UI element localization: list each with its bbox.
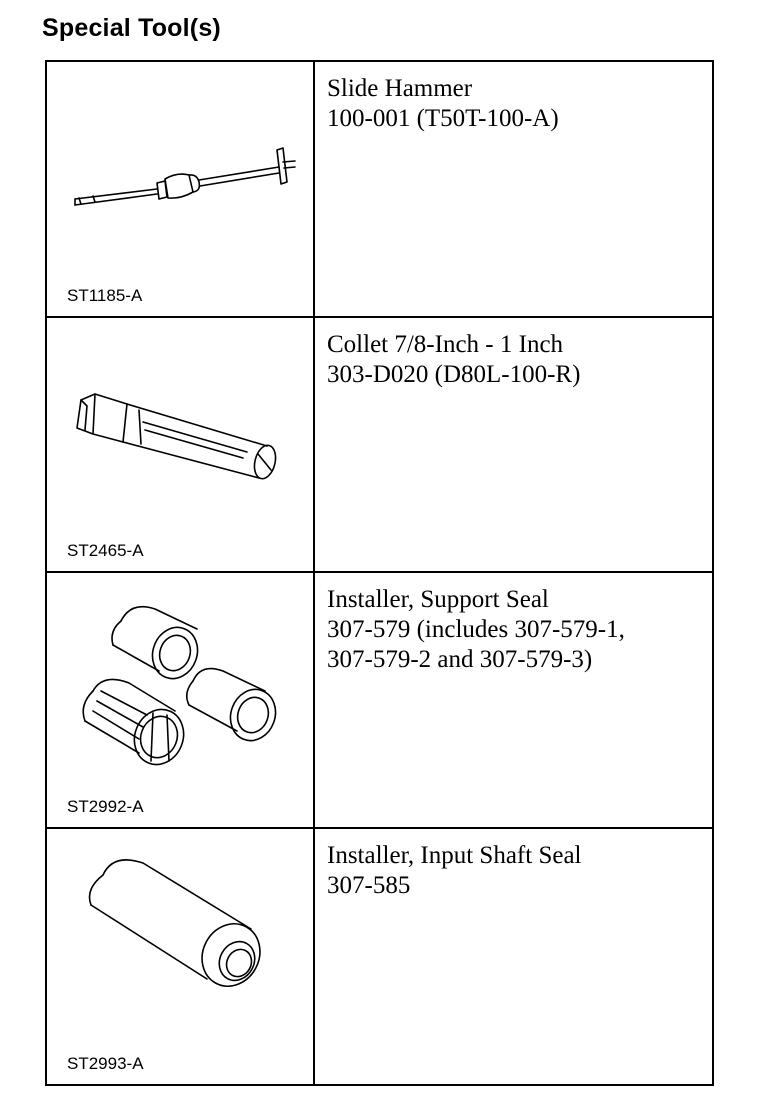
tool-image-cell [47,573,315,829]
tool-number: 307-585 [327,871,411,899]
tool-image-cell [47,62,315,318]
figure-code: ST2992-A [67,796,144,816]
special-tools-table [45,60,714,1086]
tool-image-cell [47,318,315,574]
tool-name: Slide Hammer [327,75,473,102]
tool-image-cell [47,829,315,1085]
tool-number: 100-001 (T50T-100-A) [327,105,559,132]
tool-name: Collet 7/8-Inch - 1 Inch [327,330,564,358]
figure-code: ST1185-A [67,285,143,305]
tool-name: Installer, Input Shaft Seal [327,841,582,869]
tool-number: 303-D020 (D80L-100-R) [327,360,581,388]
tool-description-cell [315,62,712,318]
figure-code: ST2993-A [67,1054,144,1073]
tool-description-cell [315,573,712,829]
input-shaft-seal-installer-icon [47,829,313,1039]
tool-number: 307-579 (includes 307-579-1, [327,616,625,643]
tool-description-cell [315,829,712,1085]
tool-name: Installer, Support Seal [327,586,549,613]
support-seal-installer-icon [47,573,313,783]
slide-hammer-icon [47,62,313,272]
tool-description-cell [315,318,712,574]
tool-number-continued: 307-579-2 and 307-579-3) [327,646,593,673]
page-title: Special Tool(s) [42,14,221,42]
collet-icon [47,318,313,528]
figure-code: ST2465-A [67,541,144,560]
